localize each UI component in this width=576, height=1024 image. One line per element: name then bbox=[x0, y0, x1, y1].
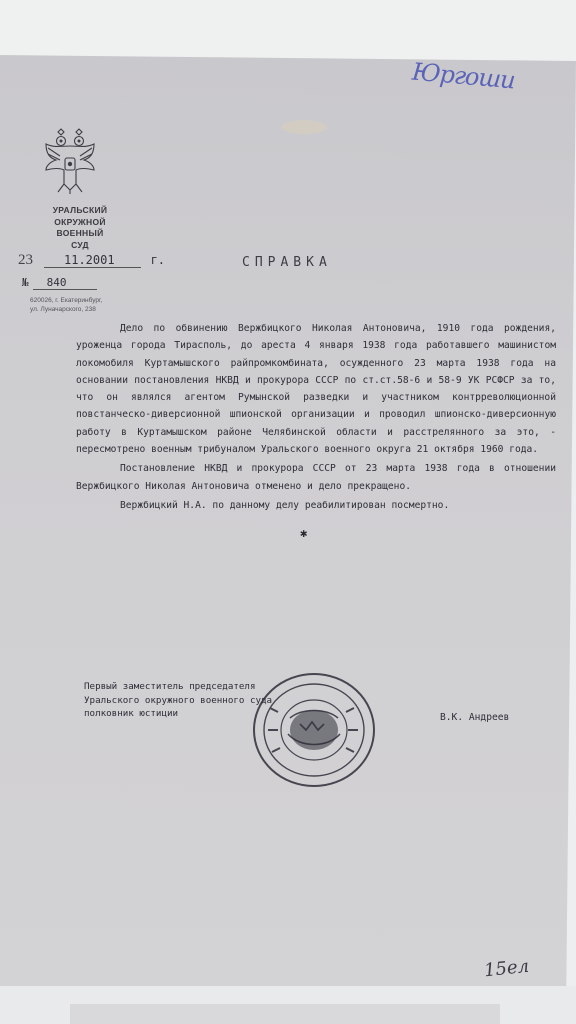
document-page bbox=[0, 55, 576, 993]
handwritten-note-bottom: 15ел bbox=[483, 955, 531, 982]
date-suffix: г. bbox=[150, 253, 166, 267]
coat-of-arms-icon bbox=[40, 128, 100, 194]
ink-mark: ✱ bbox=[300, 526, 308, 540]
number-prefix: № bbox=[22, 276, 29, 289]
position-line-3: полковник юстиции bbox=[84, 708, 179, 719]
position-line-1: Первый заместитель председателя bbox=[84, 681, 256, 692]
court-name: УРАЛЬСКИЙ ОКРУЖНОЙ ВОЕННЫЙ СУД bbox=[52, 205, 108, 250]
paragraph-case: Дело по обвинению Вержбицкого Николая Антоновича, 1910 года рождения, уроженца города Тирасполь, до ареста 4 января 1938 года работавшего машинистом локомобиля Куртамышского райпромкомбината, осужденного 23 марта 1938 года на основании постановления НКВД и прокурора СССР по ст.ст.58-6 и 58-9 УК РСФСР за то, что он являлся агентом Румынской разведки и участником контрреволюционной повстанческо-диверсионной шпионской организации и проводил шпионско-диверсионную работу в Куртамышском районе Челябинской области и расстрелянного за это, - пересмотрено военным трибуналом Уральского военного округа 21 октября 1960 года. bbox=[76, 323, 556, 456]
document-body bbox=[76, 320, 556, 514]
paper-stain bbox=[281, 120, 327, 134]
paragraph-resolution: Постановление НКВД и прокурора СССР от 23 марта 1938 года в отношении Вержбицкого Николая Антоновича отменено и дело прекращено. bbox=[76, 463, 556, 492]
number-value: 840 bbox=[33, 276, 97, 290]
official-stamp-icon bbox=[250, 668, 380, 792]
document-number bbox=[22, 276, 97, 290]
next-page-edge bbox=[70, 1004, 500, 1024]
position-line-2: Уральского окружного военного суда bbox=[84, 694, 273, 706]
court-address: 620026, г. Екатеринбург, ул. Луначарского, 238 bbox=[30, 297, 103, 313]
document-title: СПРАВКА bbox=[242, 255, 332, 270]
date-day: 23 bbox=[18, 252, 33, 268]
document-date bbox=[18, 252, 165, 269]
date-text: 11.2001 bbox=[44, 253, 141, 268]
handwritten-note-top: Юргоши bbox=[410, 57, 516, 95]
signer-name: В.К. Андреев bbox=[440, 712, 510, 723]
paragraph-rehabilitation: Вержбицкий Н.А. по данному делу реабилитирован посмертно. bbox=[120, 499, 450, 511]
